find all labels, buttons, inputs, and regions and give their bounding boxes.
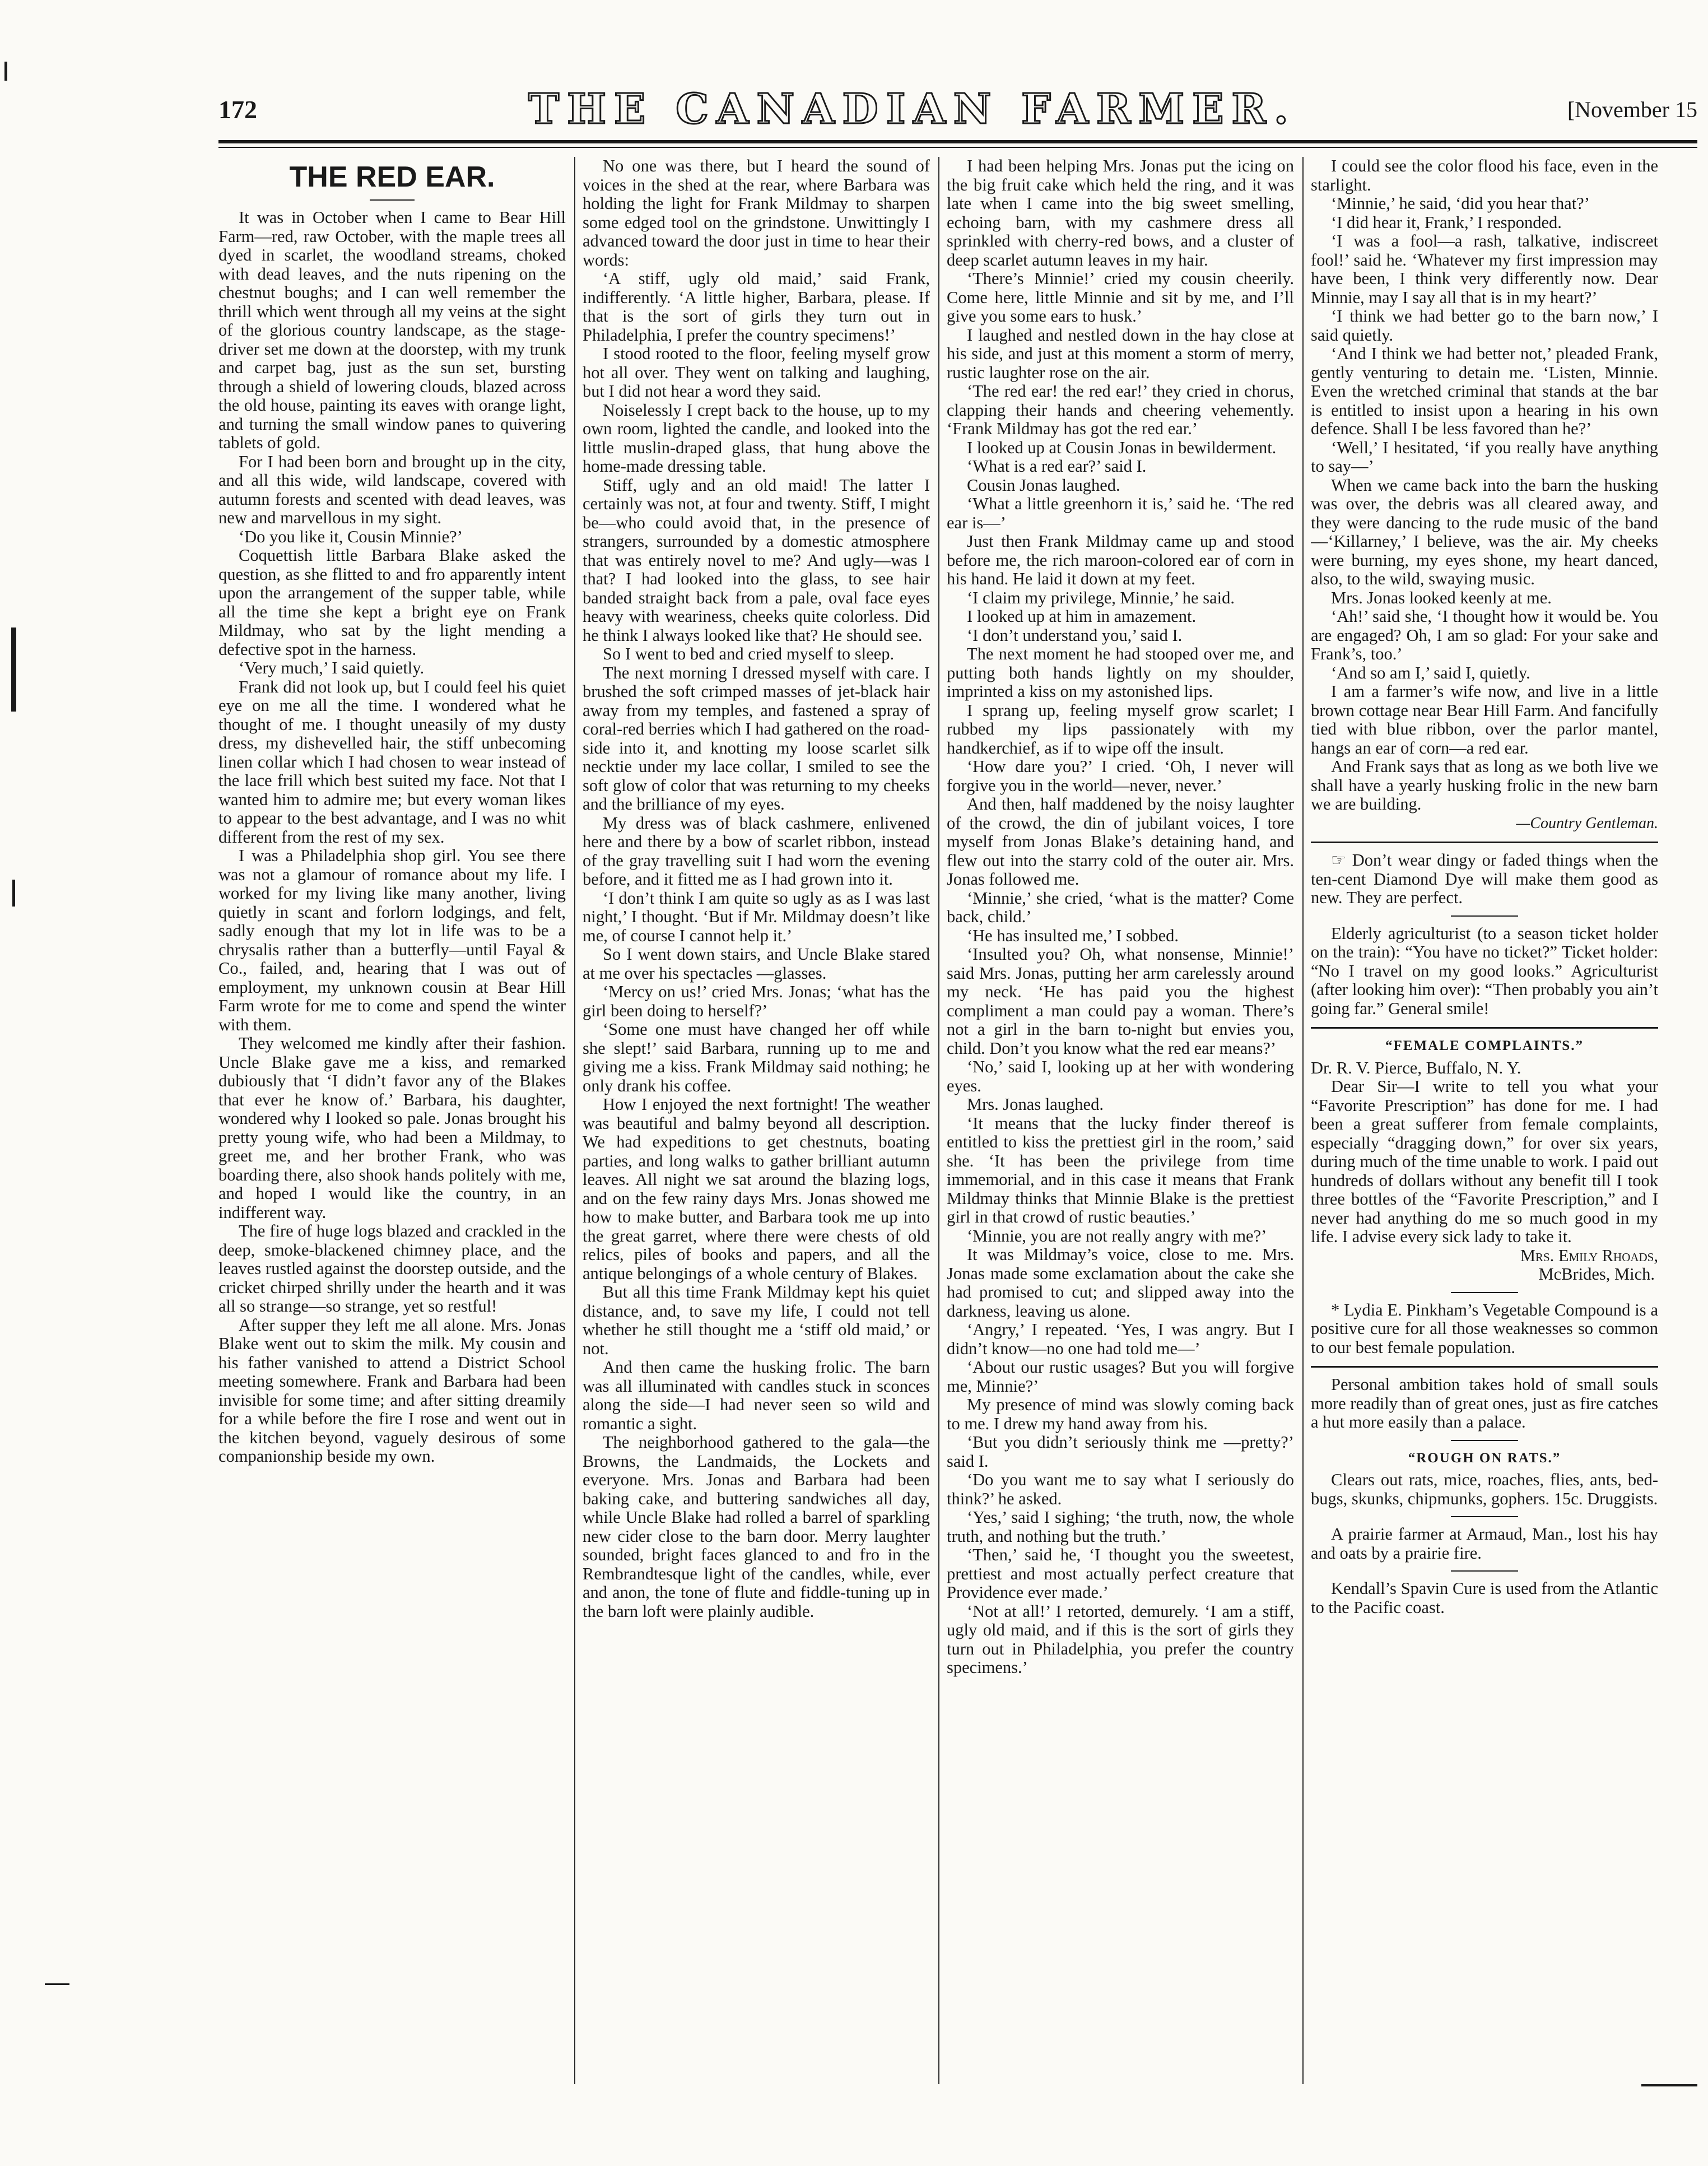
pointing-hand-icon: ☞ (1331, 851, 1346, 870)
story-paragraph: ‘Some one must have changed her off while she slept!’ said Barbara, running up to me and giving me a kiss. Frank Mildmay said nothing; he only drank his coffee. (583, 1020, 930, 1095)
masthead (218, 84, 1697, 134)
story-paragraph: They welcomed me kindly after their fashion. Uncle Blake gave me a kiss, and remarked dubiously that ‘I didn’t favor any of the Blakes that ever he know of.’ Barbara, his daughter, wondered why I looked so pale. Jonas brought his pretty young wife, who had been a Mildmay, to greet me, and her brother Frank, who was boarding there, also shook hands politely with me, and hoped I would like the country, in an indifferent way. (218, 1034, 566, 1222)
issue-date: [November 15 (1567, 96, 1697, 122)
story-paragraph: ‘The red ear! the red ear!’ they cried in chorus, clapping their hands and cheering vehemently. ‘Frank Mildmay has got the red ear.’ (947, 382, 1294, 438)
story-paragraph: And Frank says that as long as we both live we shall have a yearly husking frolic in the new barn we are building. (1311, 757, 1658, 814)
kendall-ad: Kendall’s Spavin Cure is used from the Atlantic to the Pacific coast. (1311, 1579, 1658, 1617)
diamond-dye-ad (1311, 851, 1658, 908)
column-divider (574, 157, 575, 2084)
column-2 (583, 157, 930, 2084)
column-1 (218, 157, 566, 2084)
story-paragraph: ‘I think we had better go to the barn now,’ I said quietly. (1311, 306, 1658, 345)
story-paragraph: ‘It means that the lucky finder thereof is entitled to kiss the prettiest girl in the room,’ said she. ‘It has been the privilege from time immemorial, and in this case it means that Frank Mildmay thinks that Minnie Blake is the prettiest girl in that crowd of rustic beauties.’ (947, 1113, 1294, 1226)
story-paragraph: Noiselessly I crept back to the house, up to my own room, lighted the candle, and looked into the little muslin-draped glass, that hung above the home-made dressing table. (583, 400, 930, 476)
story-paragraph: I sprang up, feeling myself grow scarlet; I rubbed my lips passionately with my handkerchief, as if to wipe off the insult. (947, 700, 1294, 757)
story-paragraph: So I went to bed and cried myself to sleep. (603, 644, 895, 663)
story-paragraph: So I went down stairs, and Uncle Blake stared at me over his spectacles —glasses. (583, 945, 930, 983)
story-paragraph: ‘Minnie,’ he said, ‘did you hear that?’ (1331, 194, 1590, 213)
item-separator (1451, 1292, 1518, 1293)
story-paragraph: I looked up at him in amazement. (967, 607, 1197, 626)
story-paragraph: ‘I don’t think I am quite so ugly as as I was last night,’ I thought. ‘But if Mr. Mildmay doesn’t like me, of course I cannot help it.’ (583, 888, 930, 945)
story-paragraph: ‘Do you like it, Cousin Minnie?’ (239, 527, 463, 546)
page-number: 172 (218, 95, 257, 124)
story-paragraph: Coquettish little Barbara Blake asked the question, as she flitted to and fro apparently intent upon the arrangement of the supper table, while all the time she kept a bright eye on Frank Mildmay, who sat by the light mending a defective spot in the harness. (218, 546, 566, 659)
item-separator (1311, 1027, 1658, 1029)
female-complaints-heading: “FEMALE COMPLAINTS.” (1385, 1038, 1584, 1053)
story-paragraph: My presence of mind was slowly coming back to me. I drew my hand away from his. (947, 1395, 1294, 1433)
story-paragraph: ‘Do you want me to say what I seriously do think?’ he asked. (947, 1470, 1294, 1508)
story-paragraph: ‘Minnie,’ she cried, ‘what is the matter? Come back, child.’ (947, 888, 1294, 926)
ambition-item: Personal ambition takes hold of small souls more readily than of great ones, just as fire catches a hut more easily than a palace. (1311, 1375, 1658, 1431)
story-paragraph: No one was there, but I heard the sound of voices in the shed at the rear, where Barbara was holding the light for Frank Mildmay to sharpen some edged tool on the grindstone. Unwittingly I advanced toward the door just in time to hear their words: (583, 157, 930, 269)
rough-on-rats-heading: “ROUGH ON RATS.” (1408, 1450, 1561, 1466)
column-4 (1311, 157, 1658, 2084)
story-credit: —Country Gentleman. (1516, 814, 1658, 832)
story-part-2 (583, 157, 930, 1621)
story-paragraph: ‘Ah!’ said she, ‘I thought how it would be. You are engaged? Oh, I am so glad: For your sake and Frank’s, too.’ (1311, 607, 1658, 663)
story-paragraph: ‘What is a red ear?’ said I. (967, 457, 1147, 476)
header-rule (218, 140, 1697, 143)
item-separator (1451, 1570, 1518, 1572)
story-part-1 (218, 208, 566, 1466)
story-paragraph: How I enjoyed the next fortnight! The weather was beautiful and balmy beyond all description. We had expeditions to get chestnuts, boating parties, and long walks to gather brilliant autumn leaves. All night we sat around the blazing logs, and on the few rainy days Mrs. Jonas showed me how to make butter, and Barbara took me up into the great garret, where there were chests of old relics, piles of books and papers, and all the antique belongings of a whole century of Blakes. (583, 1095, 930, 1283)
story-paragraph: For I had been born and brought up in the city, and all this wide, wild landscape, covered with autumn forests and scented with dead leaves, was new and marvellous in my sight. (218, 452, 566, 527)
story-paragraph: ‘I was a fool—a rash, talkative, indiscreet fool!’ said he. ‘Whatever my first impression may have been, I think very differently now. Dear Minnie, may I say all that is in my heart?’ (1311, 231, 1658, 307)
scan-edge-mark (11, 628, 16, 712)
story-paragraph: Just then Frank Mildmay came up and stood before me, the rich maroon-colored ear of corn in his hand. He laid it down at my feet. (947, 532, 1294, 588)
story-paragraph: ‘Not at all!’ I retorted, demurely. ‘I am a stiff, ugly old maid, and if this is the sort of girls they turn out in Philadelphia, you prefer the country specimens.’ (947, 1601, 1294, 1677)
story-paragraph: The next moment he had stooped over me, and putting both hands lightly on my shoulder, imprinted a kiss on my astonished lips. (947, 644, 1294, 701)
story-paragraph: Cousin Jonas laughed. (967, 475, 1120, 495)
scan-edge-mark (4, 62, 7, 81)
story-paragraph: ‘I don’t understand you,’ said I. (967, 625, 1183, 645)
item-separator (1451, 915, 1518, 917)
item-separator (1311, 842, 1658, 843)
story-paragraph: ‘Minnie, you are not really angry with me?’ (967, 1226, 1267, 1245)
column-3 (947, 157, 1294, 2084)
header-rule-thin (218, 147, 1697, 148)
story-paragraph: The neighborhood gathered to the gala—the Browns, the Landmaids, the Lockets and everyone. Mrs. Jonas and Barbara had been baking cake, and buttering sandwiches all day, while Uncle Blake had rolled a barrel of sparkling new cider close to the barn door. Merry laughter sounded, bright faces glanced to and fro in the Rembrandtesque light of the candles, while, ever and anon, the tone of flute and fiddle-tuning up in the barn loft were plainly audible. (583, 1433, 930, 1621)
story-paragraph: ‘What a little greenhorn it is,’ said he. ‘The red ear is—’ (947, 494, 1294, 532)
prairie-fire-item: A prairie farmer at Armaud, Man., lost his hay and oats by a prairie fire. (1311, 1524, 1658, 1563)
story-paragraph: ‘And I think we had better not,’ pleaded Frank, gently venturing to detain me. ‘Listen, Minnie. Even the wretched criminal that stands at the bar is entitled to insist upon a hearing in his own defence. Shall I be less favored than he?’ (1311, 344, 1658, 438)
story-paragraph: I stood rooted to the floor, feeling myself grow hot all over. They went on talking and laughing, but I did not hear a word they said. (583, 344, 930, 401)
story-paragraph: ‘Angry,’ I repeated. ‘Yes, I was angry. But I didn’t know—no one had told me—’ (947, 1320, 1294, 1358)
story-paragraph: And then, half maddened by the noisy laughter of the crowd, the din of jubilant voices, I tore myself from Jonas Blake’s detaining hand, and flew out into the starry cold of the outer air. Mrs. Jonas followed me. (947, 794, 1294, 889)
story-paragraph: It was in October when I came to Bear Hill Farm—red, raw October, with the maple trees all dyed in scarlet, the woodland streams, choked with dead leaves, and the nuts ripening on the chestnut boughs; and I can well remember the thrill which went through all my veins at the sight of the glorious country landscape, as the stage-driver set me down at the doorstep, with my trunk and carpet bag, just as the sun set, bursting through a shield of lowering clouds, blazed across the old house, painting its eaves with orange light, and turning the small window panes to quivering tablets of gold. (218, 208, 566, 452)
story-paragraph: ‘Very much,’ I said quietly. (239, 658, 425, 677)
story-paragraph: ‘A stiff, ugly old maid,’ said Frank, indifferently. ‘A little higher, Barbara, please. If that is the sort of girls they turn out in Philadelphia, I prefer the country specimens!’ (583, 269, 930, 345)
story-paragraph: ‘I did hear it, Frank,’ I responded. (1331, 212, 1562, 232)
story-paragraph: My dress was of black cashmere, enlivened here and there by a bow of scarlet ribbon, instead of the gray travelling suit I had worn the evening before, and it fitted me as I had grown into it. (583, 813, 930, 889)
letter-signature: Mrs. Emily Rhoads, (1520, 1245, 1658, 1265)
story-paragraph: The fire of huge logs blazed and crackled in the deep, smoke-blackened chimney place, and the leaves rustled against the doorstep outside, and the cricket chirped shrilly under the hearth and it was all so strange—so strange, yet so restful! (218, 1221, 566, 1316)
item-separator (1451, 1516, 1518, 1517)
story-paragraph: ‘There’s Minnie!’ cried my cousin cheerily. Come here, little Minnie and sit by me, and I’ll give you some ears to husk.’ (947, 269, 1294, 326)
story-paragraph: ‘How dare you?’ I cried. ‘Oh, I never will forgive you in the world—never, never.’ (947, 757, 1294, 795)
agriculturist-anecdote: Elderly agriculturist (to a season ticket holder on the train): “You have no ticket?” Ticket holder: “No I travel on my good looks.” Agriculturist (after looking him over): “Then probably you ain’t going far.” General smile! (1311, 923, 1658, 1018)
story-paragraph: But all this time Frank Mildmay kept his quiet distance, and, to save my life, I could not tell whether he still thought me a ‘stiff old maid,’ or not. (583, 1282, 930, 1358)
female-complaints-letter: Dear Sir—I write to tell you what your “Favorite Prescription” has done for me. I had been a great sufferer from female complaints, especially “dragging down,” for over six years, during much of the time unable to work. I paid out hundreds of dollars without any benefit till I took three bottles of the “Favorite Prescription,” and I never had anything do me so much good in my life. I advise every sick lady to take it. (1311, 1077, 1658, 1246)
story-title: THE RED EAR. (289, 161, 495, 193)
story-paragraph: I laughed and nestled down in the hay close at his side, and just at this moment a storm of merry, rustic laughter rose on the air. (947, 325, 1294, 382)
scan-edge-mark (12, 880, 15, 907)
story-paragraph: When we came back into the barn the husking was over, the debris was all cleared away, and they were dancing to the rude music of the band—‘Killarney,’ I believe, was the air. My cheeks were burning, my eyes shone, my heart danced, also, to the wild, swaying music. (1311, 475, 1658, 588)
story-paragraph: I had been helping Mrs. Jonas put the icing on the big fruit cake which held the ring, and it was late when I came into the big sweet smelling, echoing barn, with my cashmere dress all sprinkled with cherry-red bows, and a cluster of deep scarlet autumn leaves in my hair. (947, 157, 1294, 269)
story-paragraph: ‘About our rustic usages? But you will forgive me, Minnie?’ (947, 1358, 1294, 1396)
story-paragraph: ‘I claim my privilege, Minnie,’ he said. (967, 588, 1235, 607)
story-paragraph: Mrs. Jonas laughed. (967, 1095, 1104, 1114)
female-complaints-address: Dr. R. V. Pierce, Buffalo, N. Y. (1311, 1058, 1521, 1077)
story-part-3 (947, 157, 1294, 1677)
story-paragraph: ‘Yes,’ said I sighing; ‘the truth, now, the whole truth, and nothing but the truth.’ (947, 1508, 1294, 1546)
story-paragraph: ‘Then,’ said he, ‘I thought you the sweetest, prettiest and most actually perfect creature that Providence ever made.’ (947, 1545, 1294, 1602)
item-separator (1311, 1366, 1658, 1368)
diamond-dye-text: Don’t wear dingy or faded things when the ten-cent Diamond Dye will make them good as new. They are perfect. (1311, 850, 1658, 907)
story-paragraph: ‘And so am I,’ said I, quietly. (1331, 663, 1530, 682)
story-paragraph: ‘He has insulted me,’ I sobbed. (967, 926, 1179, 945)
story-paragraph: Frank did not look up, but I could feel his quiet eye on me all the time. I wondered what he thought of me. I thought uneasily of my dusty dress, my dishevelled hair, the stiff unbecoming linen collar which I had chosen to wear instead of the lace frill which best suited my face. Not that I wanted him to admire me; but every woman likes to appear to the best advantage, and I was no whit different from the rest of my sex. (218, 677, 566, 847)
story-paragraph: ‘No,’ said I, looking up at her with wondering eyes. (947, 1057, 1294, 1095)
story-paragraph: After supper they left me all alone. Mrs. Jonas Blake went out to skim the milk. My cousin and his father vanished to attend a District School meeting somewhere. Frank and Barbara had been invisible for some time; and after sitting dreamily for a while before the fire I rose and went out in the kitchen beyond, vaguely desirous of some companionship beside my own. (218, 1315, 566, 1466)
story-paragraph: And then came the husking frolic. The barn was all illuminated with candles stuck in sconces along the side—I had never seen so wild and romantic a sight. (583, 1358, 930, 1433)
story-paragraph: ‘But you didn’t seriously think me —pretty?’ said I. (947, 1433, 1294, 1471)
column-divider (938, 157, 939, 2084)
letter-place: McBrides, Mich. (1538, 1265, 1655, 1284)
story-paragraph: ‘Insulted you? Oh, what nonsense, Minnie!’ said Mrs. Jonas, putting her arm carelessly around my neck. ‘He has paid you the highest compliment a man could pay a woman. There’s not a girl in the barn to-night but envies you, child. Don’t you know what the red ear means?’ (947, 945, 1294, 1058)
story-part-4 (1311, 157, 1658, 814)
item-separator (1451, 1440, 1518, 1441)
story-paragraph: The next morning I dressed myself with care. I brushed the soft crimped masses of jet-black hair away from my temples, and fastened a spray of coral-red berries which I had gathered on the road-side into it, and knotting my loose scarlet silk necktie under my lace collar, I smiled to see the soft glow of color that was returning to my cheeks and the brilliance of my eyes. (583, 663, 930, 814)
story-paragraph: Mrs. Jonas looked keenly at me. (1331, 588, 1552, 607)
title-rule (370, 199, 415, 201)
rough-on-rats-text: Clears out rats, mice, roaches, flies, ants, bed-bugs, skunks, chipmunks, gophers. 15c. Druggists. (1311, 1470, 1658, 1508)
story-paragraph: Stiff, ugly and an old maid! The latter I certainly was not, at four and twenty. Stiff, I might be—who could avoid that, in the presence of strangers, surrounded by a domestic atmosphere that was entirely novel to me? And ugly—was I that? I had looked into the glass, to see hair banded straight back from a pale, oval face eyes heavy with weariness, cheeks quite colorless. Did he think I always looked like that? He should see. (583, 475, 930, 645)
scan-edge-mark (1641, 2084, 1697, 2086)
story-paragraph: ‘Mercy on us!’ cried Mrs. Jonas; ‘what has the girl been doing to herself?’ (583, 982, 930, 1020)
journal-title: THE CANADIAN FARMER. (528, 85, 1296, 133)
story-paragraph: I could see the color flood his face, even in the starlight. (1311, 157, 1658, 194)
column-divider (1302, 157, 1304, 2084)
story-paragraph: I looked up at Cousin Jonas in bewilderment. (967, 438, 1277, 457)
story-paragraph: I was a Philadelphia shop girl. You see there was not a glamour of romance about my life. I worked for my living like many another, living quietly in scant and forlorn lodgings, and felt, sadly enough that my lot in life was to be a chrysalis rather than a butterfly—until Fayal & Co., failed, and, hearing that I was out of employment, my unknown cousin at Bear Hill Farm wrote for me to come and spend the winter with them. (218, 846, 566, 1034)
scan-edge-mark (45, 1983, 69, 1985)
story-paragraph: I am a farmer’s wife now, and live in a little brown cottage near Bear Hill Farm. And fancifully tied with blue ribbon, over the parlor mantel, hangs an ear of corn—a red ear. (1311, 682, 1658, 757)
story-paragraph: It was Mildmay’s voice, close to me. Mrs. Jonas made some exclamation about the cake she had promised to cut; and slipped away into the darkness, leaving us alone. (947, 1245, 1294, 1321)
pinkham-ad: * Lydia E. Pinkham’s Vegetable Compound is a positive cure for all those weaknesses so common to our best female population. (1311, 1300, 1658, 1357)
story-paragraph: ‘Well,’ I hesitated, ‘if you really have anything to say—’ (1311, 438, 1658, 476)
